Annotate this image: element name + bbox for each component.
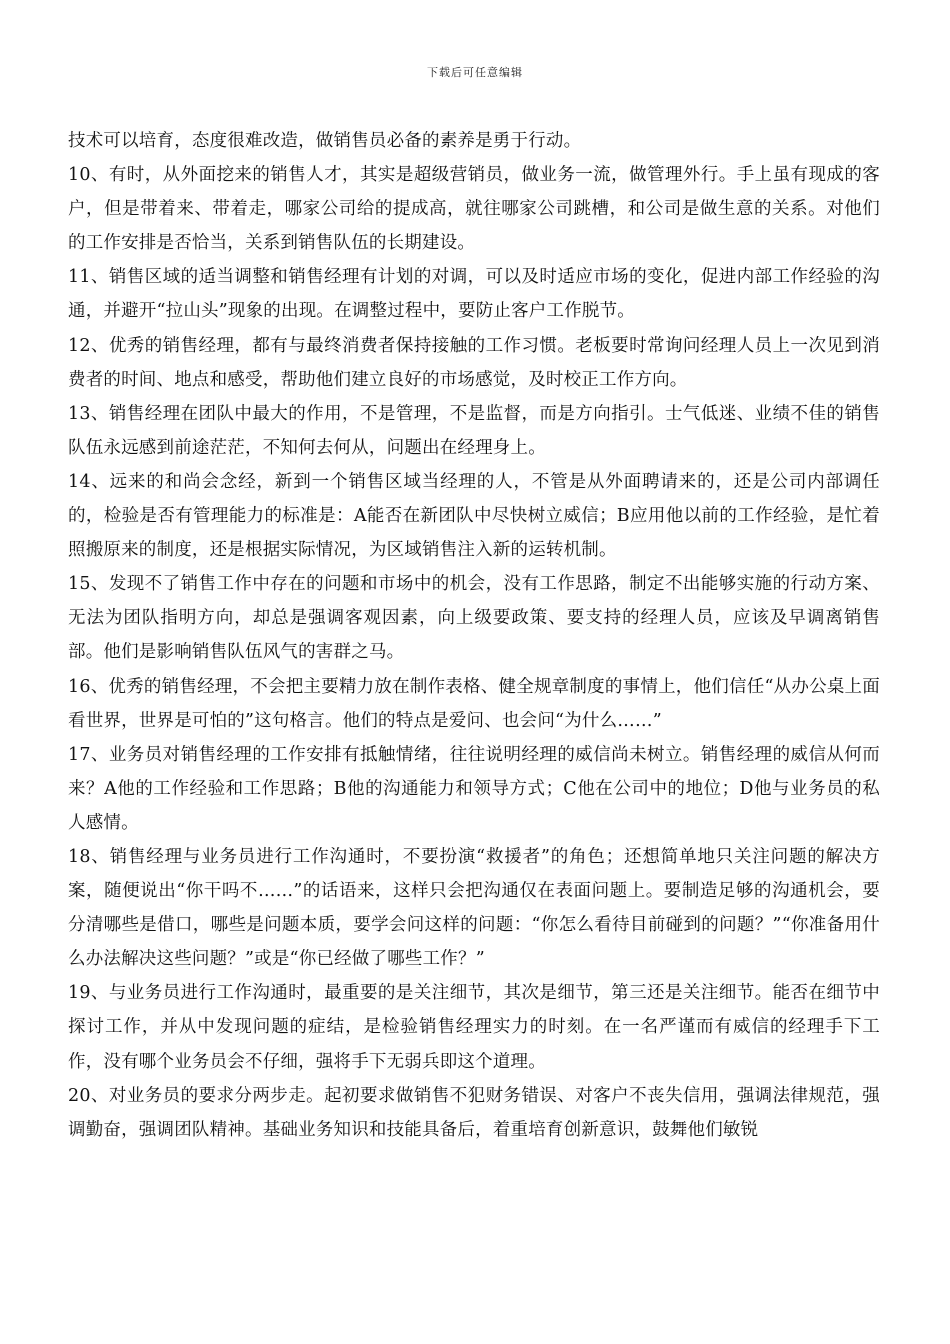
- paragraph-12: 12、优秀的销售经理，都有与最终消费者保持接触的工作习惯。老板要时常询问经理人员上一次见到消费者的时间、地点和感受，帮助他们建立良好的市场感觉，及时校正工作方向。: [68, 335, 880, 390]
- page-header: 下载后可任意编辑: [427, 66, 523, 79]
- paragraph-18: 18、销售经理与业务员进行工作沟通时，不要扮演“救援者”的角色；还想简单地只关注问题的解决方案，随便说出“你干吗不……”的话语来，这样只会把沟通仅在表面问题上。要制造足够的沟通机会，要分清哪些是借口，哪些是问题本质，要学会问这样的问题：“你怎么看待目前碰到的问题？”“你准备用什么办法解决这些问题？”或是“你已经做了哪些工作？”: [68, 846, 880, 970]
- paragraph-13: 13、销售经理在团队中最大的作用，不是管理，不是监督，而是方向指引。士气低迷、业绩不佳的销售队伍永远感到前途茫茫，不知何去何从，问题出在经理身上。: [68, 403, 880, 458]
- paragraph-19: 19、与业务员进行工作沟通时，最重要的是关注细节，其次是细节，第三还是关注细节。能否在细节中探讨工作，并从中发现问题的症结，是检验销售经理实力的时刻。在一名严谨而有威信的经理手下工作，没有哪个业务员会不仔细，强将手下无弱兵即这个道理。: [68, 983, 880, 1072]
- paragraph-10: 10、有时，从外面挖来的销售人才，其实是超级营销员，做业务一流，做管理外行。手上虽有现成的客户，但是带着来、带着走，哪家公司给的提成高，就往哪家公司跳槽，和公司是做生意的关系。对他们的工作安排是否恰当，关系到销售队伍的长期建设。: [68, 165, 880, 254]
- paragraph-17: 17、业务员对销售经理的工作安排有抵触情绪，往往说明经理的威信尚未树立。销售经理的威信从何而来？A他的工作经验和工作思路；B他的沟通能力和领导方式；C他在公司中的地位；D他与业务员的私人感情。: [68, 744, 880, 833]
- paragraph-15: 15、发现不了销售工作中存在的问题和市场中的机会，没有工作思路，制定不出能够实施的行动方案、无法为团队指明方向，却总是强调客观因素，向上级要政策、要支持的经理人员，应该及早调离销售部。他们是影响销售队伍风气的害群之马。: [68, 574, 880, 663]
- paragraph-20: 20、对业务员的要求分两步走。起初要求做销售不犯财务错误、对客户不丧失信用，强调法律规范，强调勤奋，强调团队精神。基础业务知识和技能具备后，着重培育创新意识，鼓舞他们敏锐: [68, 1085, 880, 1140]
- paragraph-11: 11、销售区域的适当调整和销售经理有计划的对调，可以及时适应市场的变化，促进内部工作经验的沟通，并避开“拉山头”现象的出现。在调整过程中，要防止客户工作脱节。: [68, 267, 880, 322]
- document-body: [68, 124, 880, 1147]
- paragraph-16: 16、优秀的销售经理，不会把主要精力放在制作表格、健全规章制度的事情上，他们信任“从办公桌上面看世界，世界是可怕的”这句格言。他们的特点是爱问、也会问“为什么……”: [68, 676, 880, 731]
- paragraph-intro: 技术可以培育，态度很难改造，做销售员必备的素养是勇于行动。: [68, 131, 582, 151]
- paragraph-14: 14、远来的和尚会念经，新到一个销售区域当经理的人，不管是从外面聘请来的，还是公司内部调任的，检验是否有管理能力的标准是：A能否在新团队中尽快树立威信；B应用他以前的工作经验，是忙着照搬原来的制度，还是根据实际情况，为区域销售注入新的运转机制。: [68, 471, 880, 561]
